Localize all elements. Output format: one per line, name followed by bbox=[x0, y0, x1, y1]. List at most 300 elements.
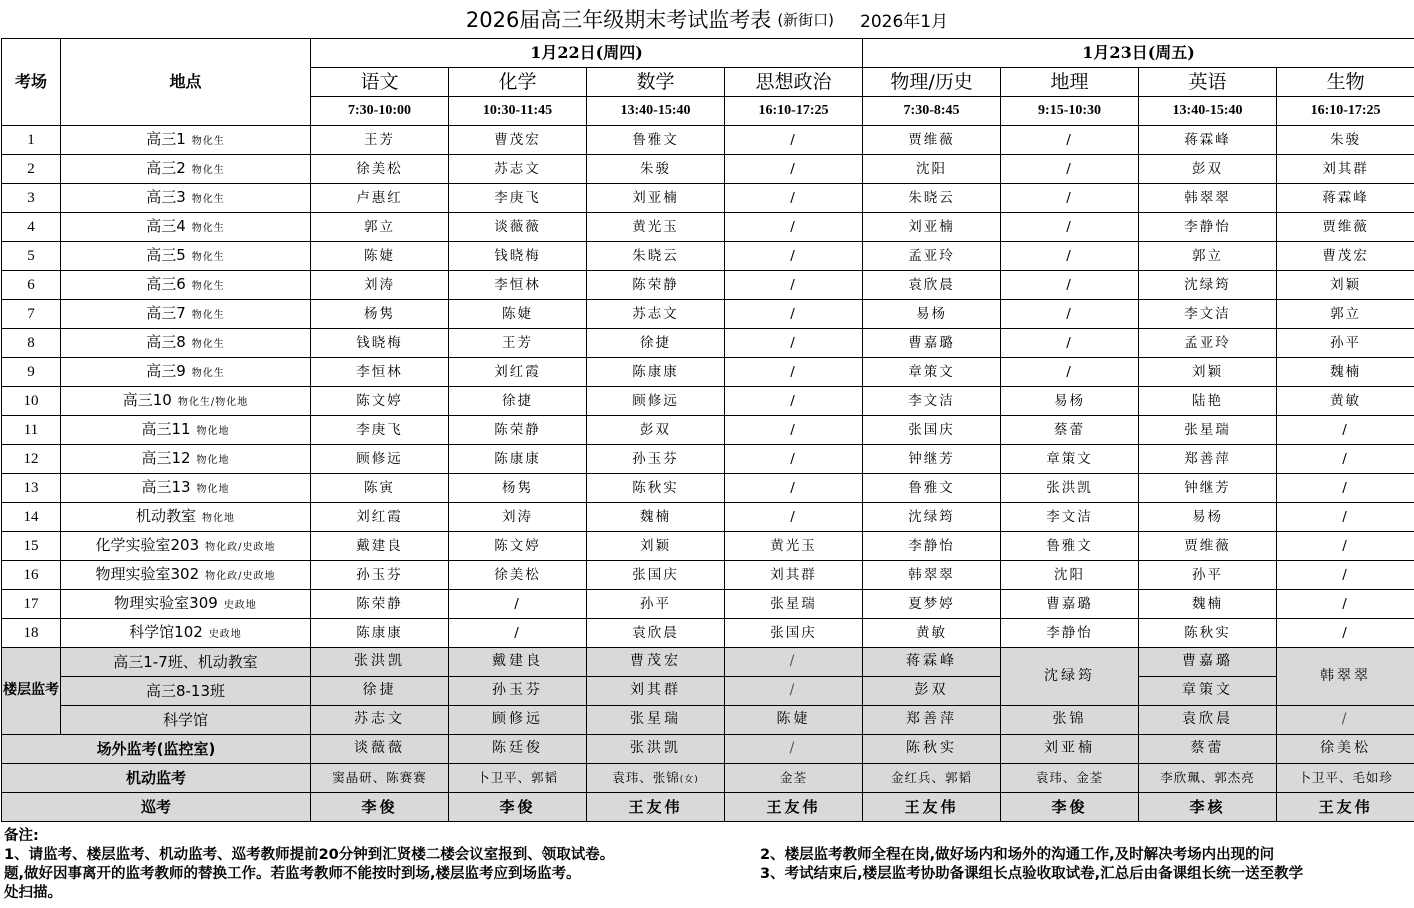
teacher-cell: 李文洁 bbox=[1139, 300, 1277, 329]
location-name: 高三8 bbox=[146, 333, 186, 352]
teacher-cell: 黄敏 bbox=[1277, 387, 1414, 416]
note-2-cont: 题,做好因事离开的监考教师的替换工作。若监考教师不能按时到场,楼层监考应到场监考。 bbox=[4, 866, 581, 882]
location-name: 高三10 bbox=[122, 391, 172, 410]
table-row bbox=[2, 416, 1414, 445]
teacher-cell: 徐捷 bbox=[311, 677, 449, 706]
teacher-cell: 陈婕 bbox=[449, 300, 587, 329]
teacher-cell: 黄光玉 bbox=[587, 213, 725, 242]
room-location bbox=[61, 590, 311, 619]
teacher-cell: 张洪凯 bbox=[1001, 474, 1139, 503]
room-number: 8 bbox=[2, 329, 61, 358]
teacher-cell: 李静怡 bbox=[1139, 213, 1277, 242]
teacher-cell: 朱骏 bbox=[587, 155, 725, 184]
subject-combo-tag: 物化生 bbox=[191, 165, 225, 177]
header-day-1: 1月22日(周四) bbox=[311, 39, 863, 68]
teacher-cell: 魏楠 bbox=[1139, 590, 1277, 619]
teacher-cell: / bbox=[1277, 474, 1414, 503]
location-name: 科学馆102 bbox=[129, 623, 203, 642]
room-number: 16 bbox=[2, 561, 61, 590]
teacher-cell: 陈荣静 bbox=[449, 416, 587, 445]
subject-combo-tag: 物化生/物化地 bbox=[177, 397, 249, 409]
room-location bbox=[61, 503, 311, 532]
teacher-cell: / bbox=[725, 126, 863, 155]
teacher-cell: 陈荣静 bbox=[587, 271, 725, 300]
teacher-cell: 郭立 bbox=[1277, 300, 1414, 329]
teacher-names: 袁玮、金荃 bbox=[1035, 770, 1104, 786]
room-location bbox=[61, 416, 311, 445]
teacher-cell: / bbox=[1001, 155, 1139, 184]
teacher-cell: 刘亚楠 bbox=[1001, 735, 1139, 764]
subject-combo-tag: 物化政/史政地 bbox=[205, 542, 276, 554]
subject-header: 化学 bbox=[449, 68, 587, 97]
teacher-cell: 郑善萍 bbox=[1139, 445, 1277, 474]
time-header: 7:30-10:00 bbox=[311, 97, 449, 126]
teacher-cell: 彭双 bbox=[863, 677, 1001, 706]
teacher-cell: / bbox=[725, 329, 863, 358]
gender-note: (女) bbox=[679, 774, 699, 785]
header-day-2: 1月23日(周五) bbox=[863, 39, 1414, 68]
subject-combo-tag: 物化地 bbox=[196, 455, 230, 467]
subject-header: 地理 bbox=[1001, 68, 1139, 97]
teacher-cell: / bbox=[725, 213, 863, 242]
subject-combo-tag: 物化生 bbox=[191, 310, 225, 322]
teacher-names: 金红兵、郭韬 bbox=[891, 770, 973, 786]
teacher-cell: 李庚飞 bbox=[449, 184, 587, 213]
teacher-cell: / bbox=[1001, 213, 1139, 242]
teacher-cell: 苏志文 bbox=[587, 300, 725, 329]
teacher-cell: 蒋霖峰 bbox=[1277, 184, 1414, 213]
subject-header: 语文 bbox=[311, 68, 449, 97]
teacher-cell: 李文洁 bbox=[1001, 503, 1139, 532]
floor-area: 科学馆 bbox=[61, 706, 311, 735]
table-row bbox=[2, 155, 1414, 184]
table-row bbox=[2, 184, 1414, 213]
teacher-cell: 戴建良 bbox=[311, 532, 449, 561]
subject-combo-tag: 物化生 bbox=[191, 136, 225, 148]
location-name: 机动教室 bbox=[135, 507, 196, 526]
teacher-cell: 张锦 bbox=[1001, 706, 1139, 735]
teacher-cell bbox=[449, 764, 587, 793]
teacher-cell: 李静怡 bbox=[1001, 619, 1139, 648]
room-location bbox=[61, 532, 311, 561]
teacher-cell: 孙平 bbox=[587, 590, 725, 619]
subject-combo-tag: 史政地 bbox=[223, 600, 257, 612]
table-row bbox=[2, 126, 1414, 155]
teacher-cell: 苏志文 bbox=[449, 155, 587, 184]
teacher-cell-merged: 沈绿筠 bbox=[1001, 648, 1139, 706]
time-header: 13:40-15:40 bbox=[1139, 97, 1277, 126]
teacher-cell: 袁欣晨 bbox=[587, 619, 725, 648]
title-campus: (新街口) bbox=[777, 10, 835, 29]
teacher-cell: 韩翠翠 bbox=[863, 561, 1001, 590]
subject-header: 英语 bbox=[1139, 68, 1277, 97]
teacher-cell: 谈薇薇 bbox=[449, 213, 587, 242]
teacher-cell: 李俊 bbox=[1001, 793, 1139, 822]
teacher-cell: 刘涛 bbox=[449, 503, 587, 532]
room-number: 17 bbox=[2, 590, 61, 619]
teacher-cell: / bbox=[725, 648, 863, 677]
room-location bbox=[61, 387, 311, 416]
room-location bbox=[61, 155, 311, 184]
floor-area: 高三8-13班 bbox=[61, 677, 311, 706]
teacher-cell: 陈康康 bbox=[587, 358, 725, 387]
room-location bbox=[61, 242, 311, 271]
teacher-cell: 孙玉芬 bbox=[449, 677, 587, 706]
teacher-cell: 贾维薇 bbox=[863, 126, 1001, 155]
table-row bbox=[2, 532, 1414, 561]
teacher-cell: 陈荣静 bbox=[311, 590, 449, 619]
teacher-cell: 顾修远 bbox=[311, 445, 449, 474]
teacher-cell: 蒋霖峰 bbox=[1139, 126, 1277, 155]
room-number: 6 bbox=[2, 271, 61, 300]
teacher-cell: 郭立 bbox=[311, 213, 449, 242]
teacher-cell: 张国庆 bbox=[587, 561, 725, 590]
teacher-cell: / bbox=[725, 358, 863, 387]
teacher-cell: 陈康康 bbox=[311, 619, 449, 648]
teacher-cell: / bbox=[1001, 329, 1139, 358]
teacher-cell: / bbox=[725, 387, 863, 416]
title-date: 2026年1月 bbox=[860, 11, 949, 32]
header-room: 考场 bbox=[2, 39, 61, 126]
table-row bbox=[2, 619, 1414, 648]
notes bbox=[4, 827, 1410, 903]
room-number: 11 bbox=[2, 416, 61, 445]
teacher-cell: 孙平 bbox=[1277, 329, 1414, 358]
teacher-cell: 曹嘉璐 bbox=[1001, 590, 1139, 619]
subject-combo-tag: 物化生 bbox=[191, 368, 225, 380]
teacher-cell: 王友伟 bbox=[1277, 793, 1414, 822]
table-row bbox=[2, 242, 1414, 271]
teacher-cell: 彭双 bbox=[587, 416, 725, 445]
teacher-cell: 蔡蕾 bbox=[1139, 735, 1277, 764]
teacher-cell: / bbox=[1001, 184, 1139, 213]
teacher-cell: 曹茂宏 bbox=[1277, 242, 1414, 271]
teacher-cell: 苏志文 bbox=[311, 706, 449, 735]
teacher-cell: 沈阳 bbox=[1001, 561, 1139, 590]
teacher-cell: 陈秋实 bbox=[1139, 619, 1277, 648]
teacher-cell: 刘颖 bbox=[587, 532, 725, 561]
time-header: 9:15-10:30 bbox=[1001, 97, 1139, 126]
teacher-cell: 易杨 bbox=[1001, 387, 1139, 416]
table-row bbox=[2, 213, 1414, 242]
teacher-cell: / bbox=[449, 590, 587, 619]
teacher-cell: 刘亚楠 bbox=[587, 184, 725, 213]
room-location bbox=[61, 474, 311, 503]
table-row bbox=[2, 271, 1414, 300]
room-location bbox=[61, 271, 311, 300]
teacher-cell: 袁欣晨 bbox=[1139, 706, 1277, 735]
invigilation-table bbox=[1, 38, 1414, 822]
subject-combo-tag: 物化地 bbox=[196, 426, 230, 438]
teacher-cell: 徐捷 bbox=[587, 329, 725, 358]
teacher-cell: 易杨 bbox=[1139, 503, 1277, 532]
location-name: 物理实验室309 bbox=[114, 594, 218, 613]
teacher-cell: / bbox=[725, 155, 863, 184]
room-location bbox=[61, 184, 311, 213]
teacher-names: 李欣珮、郭杰亮 bbox=[1160, 770, 1255, 786]
teacher-cell: 刘其群 bbox=[1277, 155, 1414, 184]
room-location bbox=[61, 300, 311, 329]
teacher-cell: 朱骏 bbox=[1277, 126, 1414, 155]
teacher-cell: / bbox=[725, 735, 863, 764]
teacher-cell: 谈薇薇 bbox=[311, 735, 449, 764]
location-name: 物理实验室302 bbox=[95, 565, 200, 584]
teacher-cell: 李庚飞 bbox=[311, 416, 449, 445]
teacher-cell: / bbox=[1277, 532, 1414, 561]
subject-combo-tag: 物化生 bbox=[191, 339, 225, 351]
teacher-names: 袁玮、张锦 bbox=[612, 769, 680, 785]
teacher-cell: 王友伟 bbox=[587, 793, 725, 822]
teacher-cell: / bbox=[725, 445, 863, 474]
teacher-cell: 章策文 bbox=[1139, 677, 1277, 706]
room-location bbox=[61, 619, 311, 648]
location-name: 高三7 bbox=[146, 304, 186, 323]
subject-combo-tag: 史政地 bbox=[208, 629, 242, 641]
teacher-cell: 李核 bbox=[1139, 793, 1277, 822]
subject-combo-tag: 物化地 bbox=[196, 484, 230, 496]
room-location bbox=[61, 561, 311, 590]
room-number: 5 bbox=[2, 242, 61, 271]
teacher-cell: 魏楠 bbox=[1277, 358, 1414, 387]
teacher-cell: / bbox=[1001, 271, 1139, 300]
teacher-cell: 沈绿筠 bbox=[1139, 271, 1277, 300]
teacher-cell: 鲁雅文 bbox=[863, 474, 1001, 503]
teacher-cell: 刘其群 bbox=[587, 677, 725, 706]
location-name: 高三13 bbox=[141, 478, 191, 497]
teacher-cell: / bbox=[725, 474, 863, 503]
subject-combo-tag: 物化生 bbox=[191, 252, 225, 264]
subject-header: 数学 bbox=[587, 68, 725, 97]
time-header: 16:10-17:25 bbox=[725, 97, 863, 126]
location-name: 高三2 bbox=[146, 159, 186, 178]
teacher-cell: 贾维薇 bbox=[1277, 213, 1414, 242]
room-location bbox=[61, 445, 311, 474]
floor-invigilation-label: 楼层监考 bbox=[2, 648, 61, 735]
room-number: 14 bbox=[2, 503, 61, 532]
location-name: 高三1 bbox=[146, 130, 186, 149]
teacher-cell: / bbox=[1001, 242, 1139, 271]
room-number: 3 bbox=[2, 184, 61, 213]
table-row bbox=[2, 474, 1414, 503]
time-header: 16:10-17:25 bbox=[1277, 97, 1414, 126]
teacher-cell: 钱晓梅 bbox=[449, 242, 587, 271]
room-number: 13 bbox=[2, 474, 61, 503]
teacher-cell: 袁欣晨 bbox=[863, 271, 1001, 300]
teacher-cell: 张星瑞 bbox=[587, 706, 725, 735]
table-row bbox=[2, 300, 1414, 329]
teacher-cell: 郑善萍 bbox=[863, 706, 1001, 735]
header-location: 地点 bbox=[61, 39, 311, 126]
floor-area: 高三1-7班、机动教室 bbox=[61, 648, 311, 677]
location-name: 高三3 bbox=[146, 188, 186, 207]
teacher-cell: 徐美松 bbox=[311, 155, 449, 184]
room-location bbox=[61, 329, 311, 358]
location-name: 高三12 bbox=[141, 449, 191, 468]
teacher-cell: 刘颖 bbox=[1277, 271, 1414, 300]
teacher-cell: 杨隽 bbox=[311, 300, 449, 329]
teacher-cell: 孙玉芬 bbox=[311, 561, 449, 590]
location-name: 高三6 bbox=[146, 275, 186, 294]
table-row bbox=[2, 329, 1414, 358]
teacher-cell: / bbox=[725, 184, 863, 213]
teacher-cell: / bbox=[1277, 445, 1414, 474]
teacher-names: 卜卫平、毛如珍 bbox=[1298, 770, 1393, 786]
teacher-cell bbox=[1277, 764, 1414, 793]
teacher-cell: 陈寅 bbox=[311, 474, 449, 503]
mobile-invigilation-label: 机动监考 bbox=[2, 764, 311, 793]
teacher-cell: 卢惠红 bbox=[311, 184, 449, 213]
teacher-cell: 徐捷 bbox=[449, 387, 587, 416]
teacher-cell: 蒋霖峰 bbox=[863, 648, 1001, 677]
teacher-cell: 鲁雅文 bbox=[587, 126, 725, 155]
teacher-cell: 陈婕 bbox=[311, 242, 449, 271]
teacher-cell: / bbox=[725, 503, 863, 532]
location-name: 高三4 bbox=[146, 217, 186, 236]
table-row bbox=[2, 358, 1414, 387]
room-location bbox=[61, 358, 311, 387]
teacher-cell: 戴建良 bbox=[449, 648, 587, 677]
teacher-cell bbox=[311, 764, 449, 793]
room-location bbox=[61, 126, 311, 155]
teacher-cell: 刘红霞 bbox=[449, 358, 587, 387]
teacher-cell: 顾修远 bbox=[449, 706, 587, 735]
teacher-cell: 徐美松 bbox=[1277, 735, 1414, 764]
time-header: 13:40-15:40 bbox=[587, 97, 725, 126]
teacher-cell: 鲁雅文 bbox=[1001, 532, 1139, 561]
teacher-cell: 韩翠翠 bbox=[1139, 184, 1277, 213]
table-row bbox=[2, 503, 1414, 532]
room-number: 7 bbox=[2, 300, 61, 329]
note-2: 2、楼层监考教师全程在岗,做好场内和场外的沟通工作,及时解决考场内出现的问 bbox=[760, 847, 1275, 863]
teacher-cell: 王友伟 bbox=[863, 793, 1001, 822]
teacher-names: 窦晶研、陈赛赛 bbox=[332, 770, 427, 786]
room-location bbox=[61, 213, 311, 242]
teacher-cell: / bbox=[725, 300, 863, 329]
teacher-cell: 张洪凯 bbox=[311, 648, 449, 677]
table-row bbox=[2, 387, 1414, 416]
teacher-cell: / bbox=[1277, 619, 1414, 648]
teacher-cell: / bbox=[1277, 503, 1414, 532]
teacher-cell: 贾维薇 bbox=[1139, 532, 1277, 561]
teacher-cell: / bbox=[1001, 300, 1139, 329]
teacher-cell: 朱晓云 bbox=[587, 242, 725, 271]
teacher-cell: 刘红霞 bbox=[311, 503, 449, 532]
teacher-cell: 曹茂宏 bbox=[587, 648, 725, 677]
teacher-cell: 刘其群 bbox=[725, 561, 863, 590]
subject-combo-tag: 物化生 bbox=[191, 194, 225, 206]
teacher-cell: 钱晓梅 bbox=[311, 329, 449, 358]
teacher-cell: / bbox=[1277, 590, 1414, 619]
room-number: 9 bbox=[2, 358, 61, 387]
subject-header: 物理/历史 bbox=[863, 68, 1001, 97]
room-number: 4 bbox=[2, 213, 61, 242]
teacher-cell: / bbox=[1001, 358, 1139, 387]
table-row bbox=[2, 445, 1414, 474]
teacher-cell: 钟继芳 bbox=[1139, 474, 1277, 503]
teacher-cell-merged: 韩翠翠 bbox=[1277, 648, 1414, 706]
teacher-cell: 郭立 bbox=[1139, 242, 1277, 271]
teacher-cell: 章策文 bbox=[863, 358, 1001, 387]
teacher-cell: 徐美松 bbox=[449, 561, 587, 590]
teacher-cell: 曹茂宏 bbox=[449, 126, 587, 155]
teacher-cell: 李静怡 bbox=[863, 532, 1001, 561]
table-row bbox=[2, 561, 1414, 590]
subject-combo-tag: 物化政/史政地 bbox=[205, 571, 276, 583]
note-3: 3、考试结束后,楼层监考协助备课组长点验收取试卷,汇总后由备课组长统一送至教学 bbox=[760, 866, 1304, 882]
notes-heading: 备注: bbox=[4, 828, 39, 844]
time-header: 7:30-8:45 bbox=[863, 97, 1001, 126]
teacher-cell: 曹嘉璐 bbox=[863, 329, 1001, 358]
teacher-cell: 陈文婷 bbox=[311, 387, 449, 416]
location-name: 高三5 bbox=[146, 246, 186, 265]
teacher-cell: 孟亚玲 bbox=[863, 242, 1001, 271]
teacher-names: 卜卫平、郭韬 bbox=[476, 770, 558, 786]
teacher-cell: 张星瑞 bbox=[725, 590, 863, 619]
note-3-cont: 处扫描。 bbox=[4, 885, 62, 901]
teacher-cell: 张洪凯 bbox=[587, 735, 725, 764]
teacher-cell: 黄光玉 bbox=[725, 532, 863, 561]
teacher-cell: 陈秋实 bbox=[587, 474, 725, 503]
location-name: 化学实验室203 bbox=[95, 536, 200, 555]
title-main: 2026届高三年级期末考试监考表 bbox=[465, 8, 772, 32]
teacher-cell: 李俊 bbox=[449, 793, 587, 822]
teacher-cell: 杨隽 bbox=[449, 474, 587, 503]
subject-header: 生物 bbox=[1277, 68, 1414, 97]
room-number: 1 bbox=[2, 126, 61, 155]
teacher-cell: 钟继芳 bbox=[863, 445, 1001, 474]
subject-header: 思想政治 bbox=[725, 68, 863, 97]
teacher-cell: 孙平 bbox=[1139, 561, 1277, 590]
teacher-cell: / bbox=[449, 619, 587, 648]
room-number: 12 bbox=[2, 445, 61, 474]
teacher-cell: 陈廷俊 bbox=[449, 735, 587, 764]
teacher-cell: / bbox=[725, 271, 863, 300]
teacher-cell bbox=[1139, 764, 1277, 793]
teacher-cell: 曹嘉璐 bbox=[1139, 648, 1277, 677]
patrol-label: 巡考 bbox=[2, 793, 311, 822]
teacher-cell: 朱晓云 bbox=[863, 184, 1001, 213]
teacher-cell: / bbox=[725, 242, 863, 271]
teacher-cell: 张国庆 bbox=[725, 619, 863, 648]
teacher-cell: 易杨 bbox=[863, 300, 1001, 329]
teacher-cell: 李俊 bbox=[311, 793, 449, 822]
note-1: 1、请监考、楼层监考、机动监考、巡考教师提前20分钟到汇贤楼二楼会议室报到、领取试卷。 bbox=[4, 847, 615, 863]
teacher-cell: 刘颖 bbox=[1139, 358, 1277, 387]
teacher-cell: / bbox=[725, 677, 863, 706]
teacher-cell: / bbox=[1277, 706, 1414, 735]
location-name: 高三9 bbox=[146, 362, 186, 381]
teacher-cell: 王友伟 bbox=[725, 793, 863, 822]
teacher-cell bbox=[587, 764, 725, 793]
teacher-cell: / bbox=[725, 416, 863, 445]
teacher-cell bbox=[1001, 764, 1139, 793]
teacher-cell: 魏楠 bbox=[587, 503, 725, 532]
teacher-cell: 李文洁 bbox=[863, 387, 1001, 416]
teacher-cell: 蔡蕾 bbox=[1001, 416, 1139, 445]
table-row bbox=[2, 590, 1414, 619]
teacher-cell: 刘涛 bbox=[311, 271, 449, 300]
teacher-cell: / bbox=[1001, 126, 1139, 155]
time-header: 10:30-11:45 bbox=[449, 97, 587, 126]
teacher-cell: 孟亚玲 bbox=[1139, 329, 1277, 358]
teacher-cell: 王芳 bbox=[449, 329, 587, 358]
teacher-cell: / bbox=[1277, 561, 1414, 590]
teacher-cell: 彭双 bbox=[1139, 155, 1277, 184]
teacher-cell: 沈绿筠 bbox=[863, 503, 1001, 532]
teacher-cell: 陆艳 bbox=[1139, 387, 1277, 416]
teacher-cell: 张国庆 bbox=[863, 416, 1001, 445]
teacher-cell: 李恒林 bbox=[449, 271, 587, 300]
